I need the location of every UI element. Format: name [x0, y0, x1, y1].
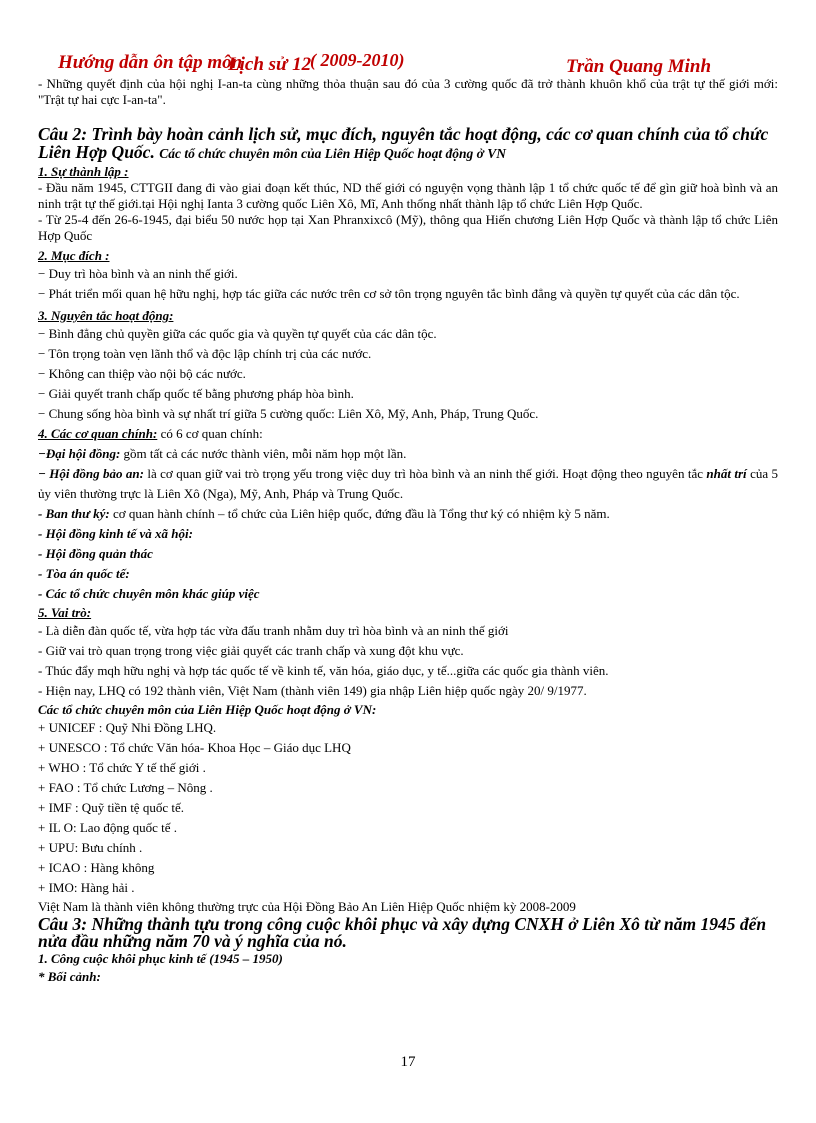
principle-item: − Tôn trọng toàn vẹn lãnh thổ và độc lập chính trị của các nước.	[38, 346, 372, 361]
org-item: + WHO : Tổ chức Y tế thế giới .	[38, 760, 206, 775]
organ-item: - Các tổ chức chuyên môn khác giúp việc	[38, 586, 260, 601]
role-item: - Giữ vai trò quan trọng trong việc giải quyết các tranh chấp và xung đột khu vực.	[38, 643, 464, 658]
organ-text: gồm tất cả các nước thành viên, mỗi năm họp một lần.	[120, 446, 407, 461]
section-4-heading-tail: có 6 cơ quan chính:	[157, 426, 263, 441]
organ-label: - Ban thư ký:	[38, 506, 110, 521]
org-item: + UNESCO : Tổ chức Văn hóa- Khoa Học – Giáo dục LHQ	[38, 740, 351, 755]
orgs-heading: Các tổ chức chuyên môn của Liên Hiệp Quốc hoạt động ở VN:	[38, 702, 377, 717]
organ-general-assembly	[38, 444, 778, 464]
header-title: Hướng dẫn ôn tập môn	[58, 52, 243, 73]
org-item: + UNICEF : Quỹ Nhi Đồng LHQ.	[38, 720, 217, 735]
question-3-subheading: 1. Công cuộc khôi phục kinh tế (1945 – 1950)	[38, 951, 283, 966]
section-5-heading: 5. Vai trò:	[38, 605, 92, 620]
question-3-context-label: * Bối cảnh:	[38, 969, 101, 984]
question-2-subtitle: Các tổ chức chuyên môn của Liên Hiệp Quốc hoạt động ở VN	[159, 146, 507, 161]
question-2-title: Câu 2: Trình bày hoàn cảnh lịch sử, mục đích, nguyên tắc hoạt động, các cơ quan chính của tổ chức Liên Hợp Quốc.	[38, 124, 769, 162]
page-header	[38, 50, 778, 78]
org-item: + IMO: Hàng hải .	[38, 880, 135, 895]
goal-item: − Phát triển mối quan hệ hữu nghị, hợp tác giữa các nước trên cơ sở tôn trọng nguyên tắc bình đẳng và quyền tự quyết của các dân tộc.	[38, 286, 740, 301]
organ-text: cơ quan hành chính – tổ chức của Liên hiệp quốc, đứng đầu là Tổng thư ký có nhiệm kỳ 5 năm.	[109, 506, 610, 521]
goal-item: − Duy trì hòa bình và an ninh thế giới.	[38, 266, 238, 281]
organ-text: của 5 ủy viên thường trực là Liên Xô (Nga), Mỹ, Anh, Pháp và Trung Quốc.	[38, 466, 779, 501]
header-years: ( 2009-2010)	[310, 50, 405, 70]
org-item: + UPU: Bưu chính .	[38, 840, 143, 855]
role-item: - Hiện nay, LHQ có 192 thành viên, Việt Nam (thành viên 149) gia nhập Liên hiệp quốc ngày 20/ 9/1977.	[38, 683, 587, 698]
intro-paragraph: - Những quyết định của hội nghị I-an-ta cùng những thỏa thuận sau đó của 3 cường quốc đã trở thành khuôn khổ của trật tự thế giới mới: "Trật tự hai cực I-an-ta".	[38, 76, 778, 107]
document-body	[38, 76, 778, 986]
organ-item: - Hội đồng kinh tế và xã hội:	[38, 526, 193, 541]
organ-secretariat	[38, 504, 778, 524]
organ-item: - Tòa án quốc tế:	[38, 566, 130, 581]
principle-item: − Không can thiệp vào nội bộ các nước.	[38, 366, 246, 381]
organ-label: −Đại hội đồng:	[38, 446, 121, 461]
section-1-paragraph-2: - Từ 25-4 đến 26-6-1945, đại biểu 50 nước họp tại Xan Phranxixcô (Mỹ), thông qua Hiến chương Liên Hợp Quốc và thành lập tổ chức Liên Hợp Quốc	[38, 212, 778, 243]
org-item: + IMF : Quỹ tiền tệ quốc tế.	[38, 800, 184, 815]
organ-security-council	[38, 464, 778, 504]
role-item: - Thúc đẩy mqh hữu nghị và hợp tác quốc tế về kinh tế, văn hóa, giáo dục, y tế...giữa các quốc gia thành viên.	[38, 663, 609, 678]
org-item: + FAO : Tổ chức Lương – Nông .	[38, 780, 213, 795]
section-1-paragraph-1: - Đầu năm 1945, CTTGII đang đi vào giai đoạn kết thúc, ND thế giới có nguyện vọng thành lập 1 tổ chức quốc tế để gìn giữ hoà bình và an ninh trật tự thế giới.tại Hội nghị Ianta 3 cường quốc Liên Xô, Mĩ, Anh thống nhất thành lập tổ chức Liên Hợp Quốc.	[38, 180, 778, 211]
principle-item: − Giải quyết tranh chấp quốc tế bằng phương pháp hòa bình.	[38, 386, 354, 401]
principle-item: − Bình đẳng chủ quyền giữa các quốc gia và quyền tự quyết của các dân tộc.	[38, 326, 437, 341]
organ-label: − Hội đồng bảo an:	[38, 466, 144, 481]
header-author: Trần Quang Minh	[566, 56, 712, 77]
header-subject: Lịch sử 12	[228, 54, 312, 75]
role-item: - Là diễn đàn quốc tế, vừa hợp tác vừa đấu tranh nhằm duy trì hòa bình và an ninh thế giới	[38, 623, 509, 638]
section-4-heading: 4. Các cơ quan chính:	[38, 426, 158, 441]
organ-emphasis: nhất trí	[706, 466, 747, 481]
organ-item: - Hội đồng quản thác	[38, 546, 153, 561]
question-2-heading	[38, 125, 778, 163]
organ-text: là cơ quan giữ vai trò trọng yếu trong việc duy trì hòa bình và an ninh thế giới. Hoạt động theo nguyên tắc	[143, 466, 707, 481]
section-1-heading: 1. Sự thành lập :	[38, 164, 129, 179]
question-3-title: Câu 3: Những thành tựu trong công cuộc khôi phục và xây dựng CNXH ở Liên Xô từ năm 1945 đến nửa đầu những năm 70 và ý nghĩa của nó.	[38, 914, 767, 951]
page-number: 17	[400, 1054, 416, 1070]
org-item: + ICAO : Hàng không	[38, 860, 155, 875]
principle-item: − Chung sống hòa bình và sự nhất trí giữa 5 cường quốc: Liên Xô, Mỹ, Anh, Pháp, Trung Quốc.	[38, 406, 539, 421]
section-3-heading: 3. Nguyên tắc hoạt động:	[38, 308, 174, 323]
section-2-heading: 2. Mục đích :	[38, 248, 110, 263]
section-4-heading-line	[38, 424, 778, 444]
vietnam-security-council-note: Việt Nam là thành viên không thường trực của Hội Đồng Bảo An Liên Hiệp Quốc nhiệm kỳ 2008-2009	[38, 899, 576, 914]
org-item: + IL O: Lao động quốc tế .	[38, 820, 177, 835]
